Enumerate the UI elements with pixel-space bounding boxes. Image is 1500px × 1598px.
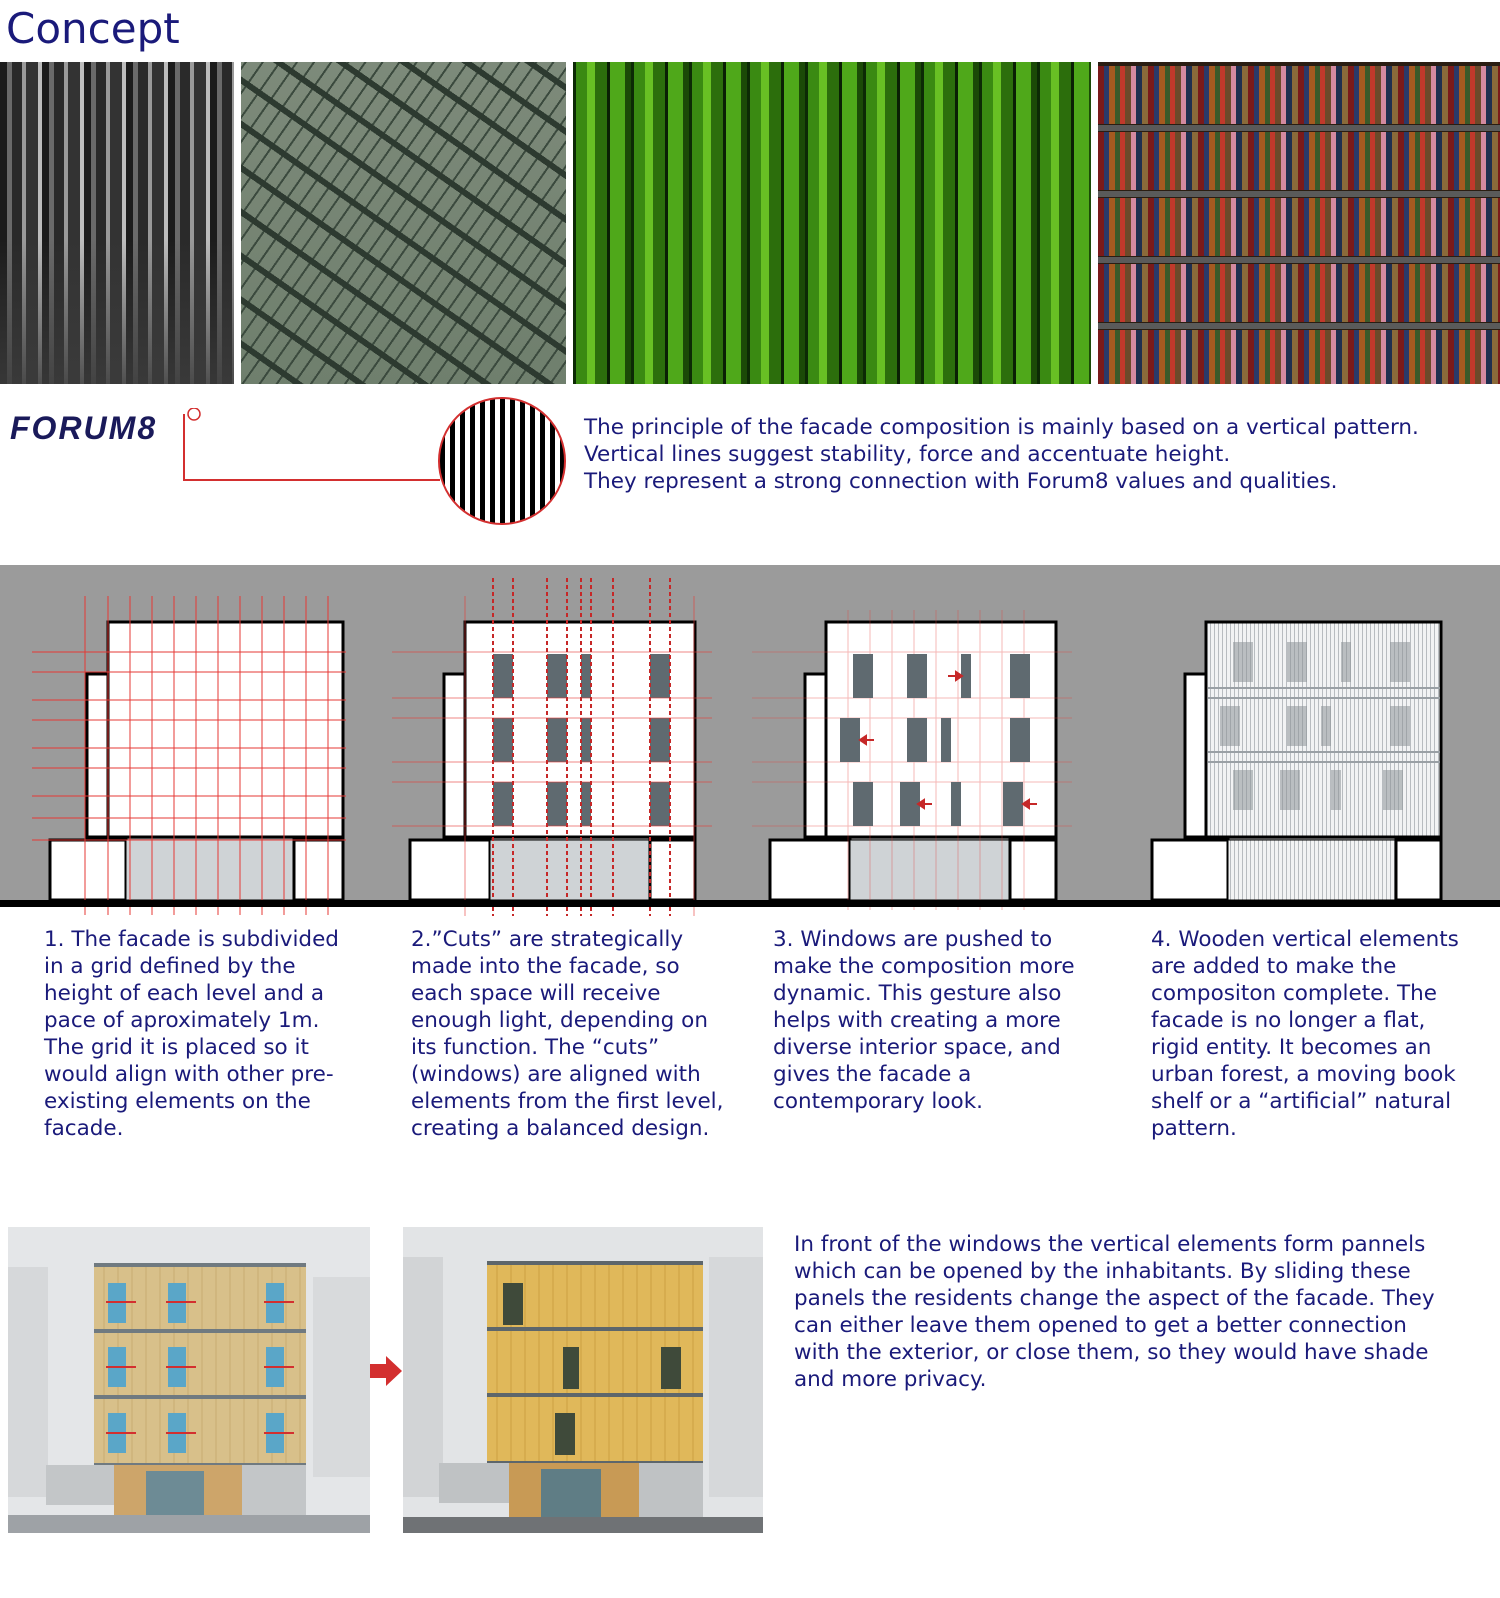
forum8-logo-text: FORUM8 bbox=[10, 410, 158, 446]
bookshelf-photo bbox=[1098, 62, 1500, 384]
principle-line: They represent a strong connection with Forum8 values and qualities. bbox=[584, 469, 1338, 494]
arrow-right-icon bbox=[368, 1353, 404, 1389]
facade-diagram-grid bbox=[28, 590, 358, 920]
connector-line bbox=[176, 410, 442, 486]
page-title: Concept bbox=[6, 4, 180, 53]
step-2-text: 2.”Cuts” are strategically made into the facade, so each space will receive enough light, depending on its function. The “cuts” (windows) are aligned with elements from the first level, creating a balanced design. bbox=[411, 927, 724, 1141]
facade-diagram-wooden bbox=[1130, 600, 1460, 920]
bamboo-photo bbox=[573, 62, 1091, 384]
facade-diagram-pushed bbox=[752, 590, 1082, 920]
sliding-panels-text: In front of the windows the vertical elements form pannels which can be opened by the inhabitants. By sliding these panels the residents change the aspect of the facade. They can either leave them opened to get a better connection with the exterior, or close them, so they would have shade and more privacy. bbox=[794, 1232, 1435, 1392]
ground-line bbox=[0, 900, 1500, 907]
facade-render-open bbox=[403, 1227, 763, 1533]
step-4-text: 4. Wooden vertical elements are added to make the compositon complete. The facade is no longer a flat, rigid entity. It becomes an urban forest, a moving book shelf or a “artificial” natural pattern. bbox=[1151, 927, 1459, 1141]
principle-line: Vertical lines suggest stability, force and accentuate height. bbox=[584, 442, 1231, 467]
principle-text bbox=[584, 414, 1419, 495]
vertical-pattern-circle bbox=[438, 397, 566, 525]
principle-line: The principle of the facade composition is mainly based on a vertical pattern. bbox=[584, 415, 1419, 440]
step-1-text: 1. The facade is subdivided in a grid defined by the height of each level and a pace of aproximately 1m. The grid it is placed so it would align with other pre-existing elements on the facade. bbox=[44, 927, 339, 1141]
facade-render-closed bbox=[8, 1227, 370, 1533]
facade-diagram-cuts bbox=[392, 576, 722, 920]
step-3-text: 3. Windows are pushed to make the composition more dynamic. This gesture also helps with creating a more diverse interior space, and gives the facade a contemporary look. bbox=[773, 927, 1075, 1114]
forest-photo bbox=[0, 62, 234, 384]
aerial-city-grid-photo bbox=[241, 62, 566, 384]
